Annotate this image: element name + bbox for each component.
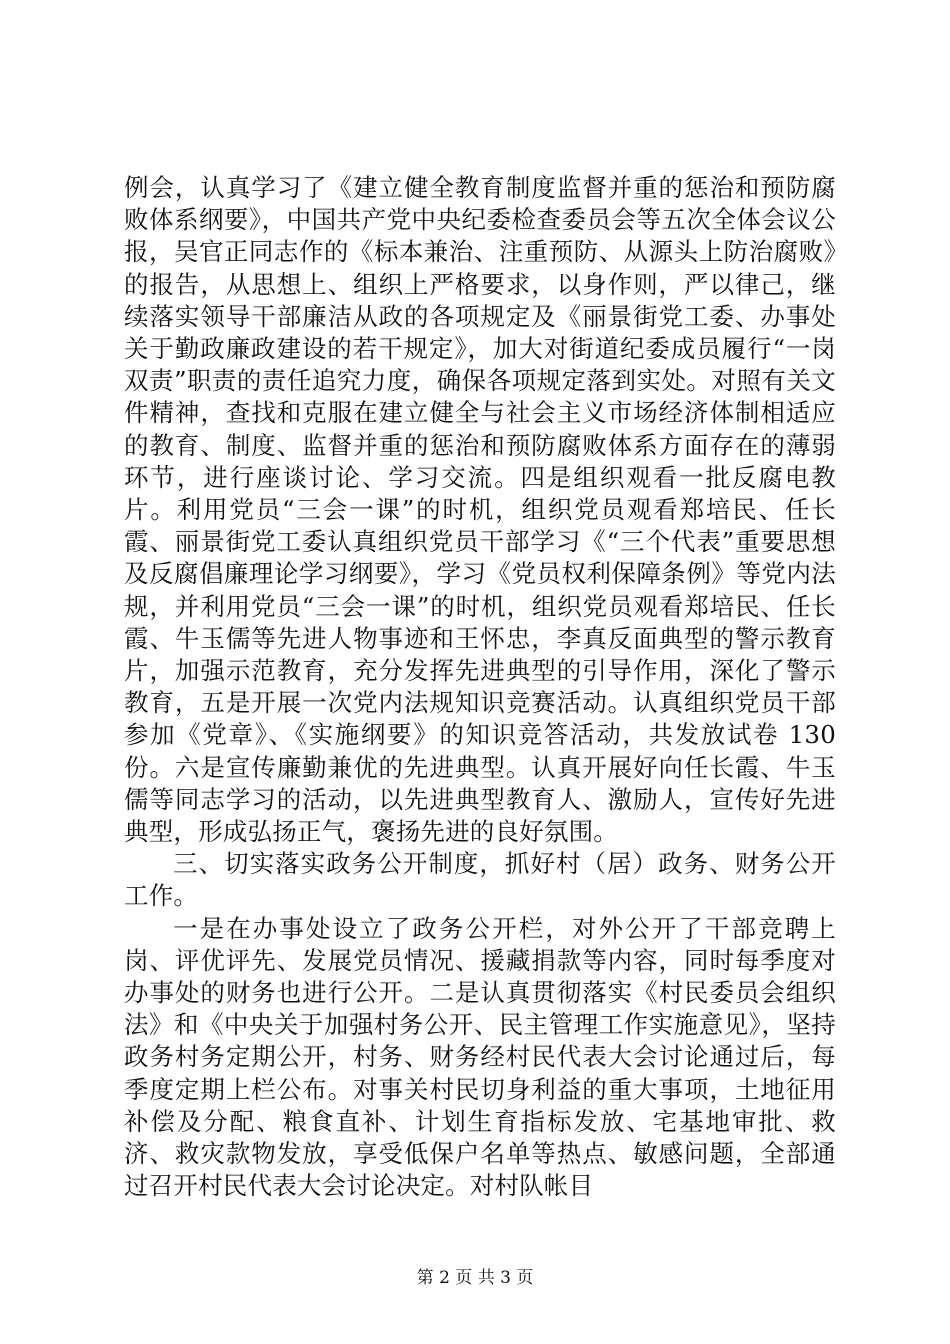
page-footer: 第 2 页 共 3 页 bbox=[416, 1268, 534, 1288]
document-body bbox=[124, 172, 836, 1203]
section-heading-three: 三、切实落实政务公开制度，抓好村（居）政务、财务公开工作。 bbox=[124, 849, 836, 911]
paragraph-continuation: 例会，认真学习了《建立健全教育制度监督并重的惩治和预防腐败体系纲要》，中国共产党中央纪委检查委员会等五次全体会议公报，吴官正同志作的《标本兼治、注重预防、从源头上防治腐败》的报告，从思想上、组织上严格要求，以身作则，严以律己，继续落实领导干部廉洁从政的各项规定及《丽景街党工委、办事处关于勤政廉政建设的若干规定》，加大对街道纪委成员履行“一岗双责”职责的责任追究力度，确保各项规定落到实处。对照有关文件精神，查找和克服在建立健全与社会主义市场经济体制相适应的教育、制度、监督并重的惩治和预防腐败体系方面存在的薄弱环节，进行座谈讨论、学习交流。四是组织观看一批反腐电教片。利用党员“三会一课”的时机，组织党员观看郑培民、任长霞、丽景街党工委认真组织党员干部学习《“三个代表”重要思想及反腐倡廉理论学习纲要》，学习《党员权利保障条例》等党内法规，并利用党员“三会一课”的时机，组织党员观看郑培民、任长霞、牛玉儒等先进人物事迹和王怀忠，李真反面典型的警示教育片，加强示范教育，充分发挥先进典型的引导作用，深化了警示教育，五是开展一次党内法规知识竞赛活动。认真组织党员干部参加《党章》、《实施纲要》的知识竞答活动，共发放试卷 130 份。六是宣传廉勤兼优的先进典型。认真开展好向任长霞、牛玉儒等同志学习的活动，以先进典型教育人、激励人，宣传好先进典型，形成弘扬正气，褒扬先进的良好氛围。 bbox=[124, 173, 836, 847]
paragraph-public-affairs: 一是在办事处设立了政务公开栏，对外公开了干部竞聘上岗、评优评先、发展党员情况、援藏捐款等内容，同时每季度对办事处的财务也进行公开。二是认真贯彻落实《村民委员会组织法》和《中央关于加强村务公开、民主管理工作实施意见》，坚持政务村务定期公开，村务、财务经村民代表大会讨论通过后，每季度定期上栏公布。对事关村民切身利益的重大事项，土地征用补偿及分配、粮食直补、计划生育指标发放、宅基地审批、救济、救灾款物发放，享受低保户名单等热点、敏感问题，全部通过召开村民代表大会讨论决定。对村队帐目 bbox=[124, 913, 836, 1201]
